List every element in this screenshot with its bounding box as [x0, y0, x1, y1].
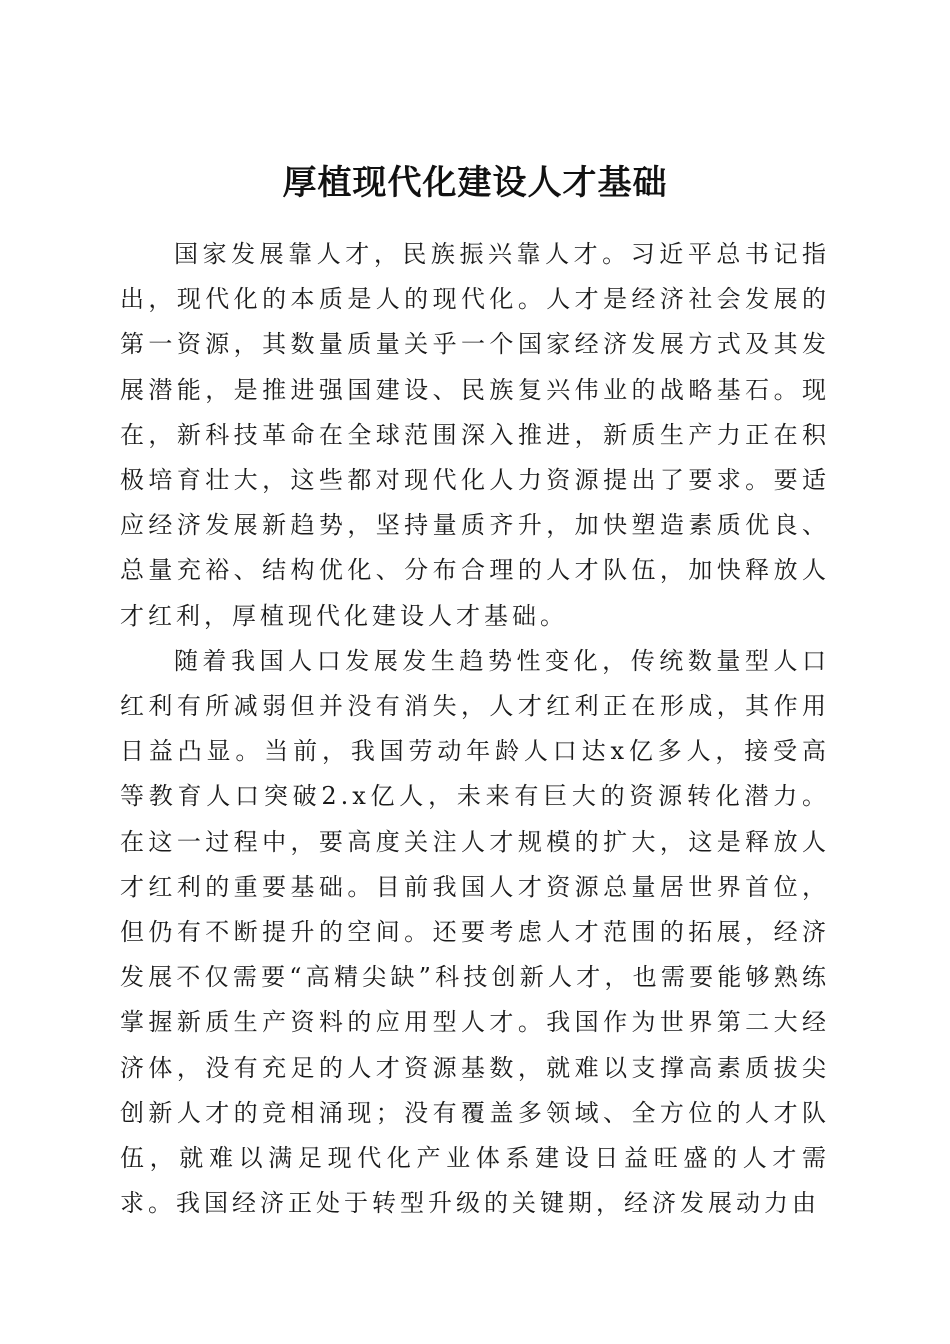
paragraph-1: 国家发展靠人才，民族振兴靠人才。习近平总书记指出，现代化的本质是人的现代化。人才是经济社会发展的第一资源，其数量质量关乎一个国家经济发展方式及其发展潜能，是推进强国建设、民族复兴伟业的战略基石。现在，新科技革命在全球范围深入推进，新质生产力正在积极培育壮大，这些都对现代化人力资源提出了要求。要适应经济发展新趋势，坚持量质齐升，加快塑造素质优良、总量充裕、结构优化、分布合理的人才队伍，加快释放人才红利，厚植现代化建设人才基础。 — [120, 240, 830, 630]
paragraph-2: 随着我国人口发展发生趋势性变化，传统数量型人口红利有所减弱但并没有消失，人才红利正在形成，其作用日益凸显。当前，我国劳动年龄人口达x亿多人，接受高等教育人口突破2.x亿人，未来有巨大的资源转化潜力。在这一过程中，要高度关注人才规模的扩大，这是释放人才红利的重要基础。目前我国人才资源总量居世界首位，但仍有不断提升的空间。还要考虑人才范围的拓展，经济发展不仅需要“高精尖缺”科技创新人才，也需要能够熟练掌握新质生产资料的应用型人才。我国作为世界第二大经济体，没有充足的人才资源基数，就难以支撑高素质拔尖创新人才的竞相涌现；没有覆盖多领域、全方位的人才队伍，就难以满足现代化产业体系建设日益旺盛的人才需求。我国经济正处于转型升级的关键期，经济发展动力由 — [120, 646, 830, 1218]
page-title: 厚植现代化建设人才基础 — [282, 162, 668, 203]
document-body — [120, 232, 830, 1226]
